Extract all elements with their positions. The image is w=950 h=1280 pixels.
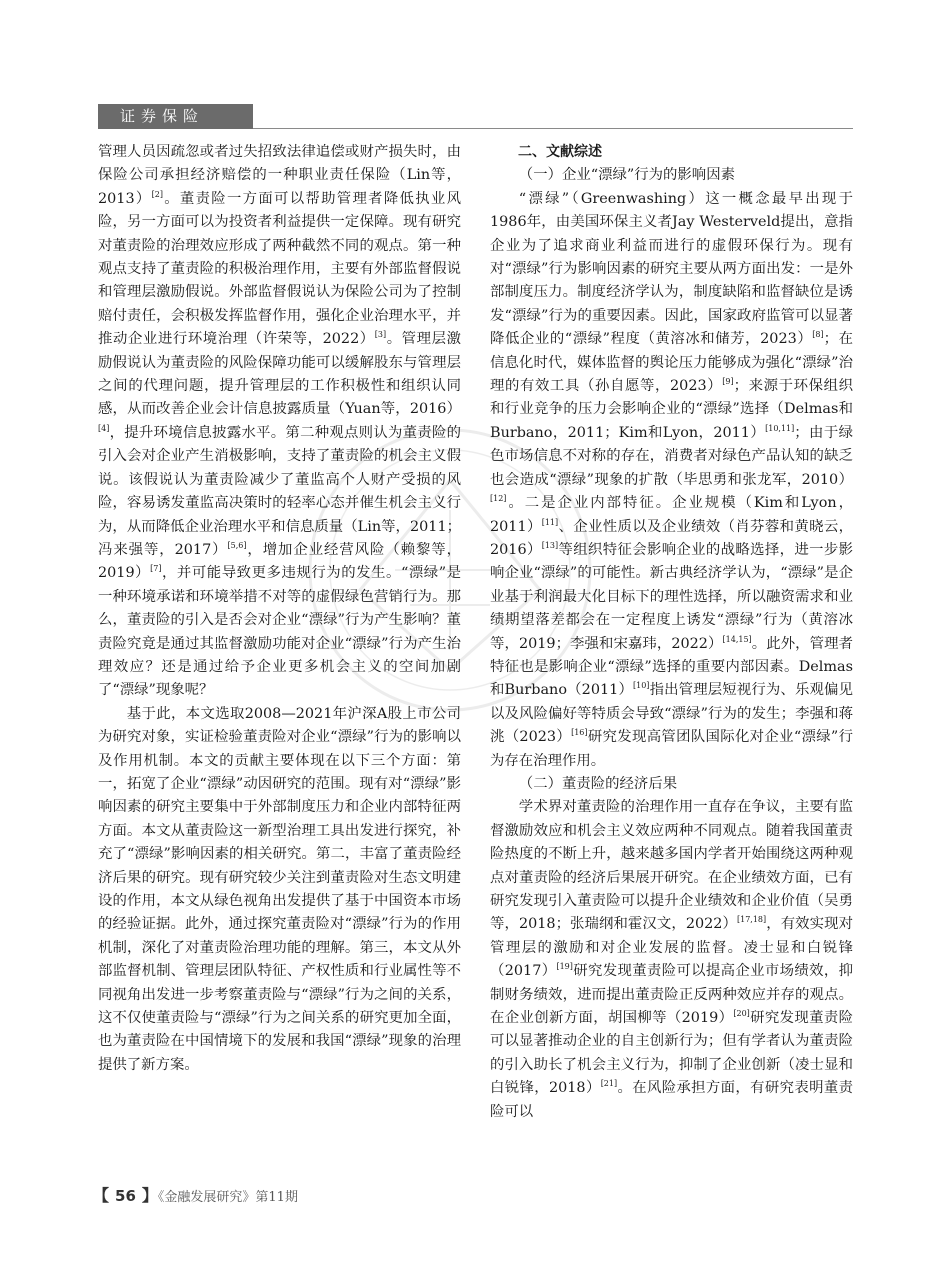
page-footer [93,1183,298,1206]
subsection-heading: （一）企业“漂绿”行为的影响因素 [518,167,735,184]
paragraph: 基于此，本文选取2008—2021年沪深A股上市公司为研究对象，实证检验董责险对企业“漂绿”行为的影响以及作用机制。本文的贡献主要体现在以下三个方面：第一，拓宽了企业“漂绿”动因研究的范围。现有对“漂绿”影响因素的研究主要集中于外部制度压力和企业内部特征两方面。本文从董责险这一新型治理工具出发进行探究，补充了“漂绿”影响因素的相关研究。第二，丰富了董责险经济后果的研究。现有研究较少关注到董责险对生态文明建设的作用，本文从绿色视角出发提供了基于中国资本市场的经验证据。此外，通过探究董责险对“漂绿”行为的作用机制，深化了对董责险治理功能的理解。第三，本文从外部监督机制、管理层团队特征、产权性质和行业属性等不同视角出发进一步考察董责险与“漂绿”行为之间的关系，这不仅使董责险与“漂绿”行为之间关系的研究更加全面，也为董责险在中国情境下的发展和我国“漂绿”现象的治理提供了新方案。 [98,705,461,1073]
left-column [98,141,461,1077]
section-heading: 二、文献综述 [518,144,602,160]
bracket-open: 【 [93,1186,110,1205]
paragraph: 管理人员因疏忽或者过失招致法律追偿或财产损失时，由保险公司承担经济赔偿的一种职业责任保险（Lin等，2013）[2]。董责险一方面可以帮助管理者降低执业风险，另一方面可以为投资者利益提供一定保障。现有研究对董责险的治理效应形成了两种截然不同的观点。第一种观点支持了董责险的积极治理作用，主要有外部监督假说和管理层激励假说。外部监督假说认为保险公司为了控制赔付责任，会积极发挥监督作用，强化企业治理水平，并推动企业进行环境治理（许荣等，2022）[3]。管理层激励假说认为董责险的风险保障功能可以缓解股东与管理层之间的代理问题，提升管理层的工作积极性和组织认同感，从而改善企业会计信息披露质量（Yuan等，2016）[4]，提升环境信息披露水平。第二种观点则认为董责险的引入会对企业产生消极影响，支持了董责险的机会主义假说。该假说认为董责险减少了董监高个人财产受损的风险，容易诱发董监高决策时的轻率心态并催生机会主义行为，从而降低企业治理水平和信息质量（Lin等，2011；冯来强等，2017）[5,6]，增加企业经营风险（赖黎等，2019）[7]，并可能导致更多违规行为的发生。“漂绿”是一种环境承诺和环境举措不对等的虚假绿色营销行为。那么，董责险的引入是否会对企业“漂绿”行为产生影响？董责险究竟是通过其监督激励功能对企业“漂绿”行为产生治理效应？还是通过给予企业更多机会主义的空间加剧了“漂绿”现象呢？ [98,144,462,699]
header-rule [253,128,853,129]
section-tag: 证券保险 [98,104,253,129]
paragraph: 学术界对董责险的治理作用一直存在争议，主要有监督激励效应和机会主义效应两种不同观点。随着我国董责险热度的不断上升，越来越多国内学者开始围绕这两种观点对董责险的经济后果展开研究。在企业绩效方面，已有研究发现引入董责险可以提升企业绩效和企业价值（吴勇等，2018；张瑞纲和霍汉文，2022）[17,18]，有效实现对管理层的激励和对企业发展的监督。凌士显和白锐锋（2017）[19]研究发现董责险可以提高企业市场绩效，抑制财务绩效，进而提出董责险正反两种效应并存的观点。在企业创新方面，胡国柳等（2019）[20]研究发现董责险可以显著推动企业的自主创新行为；但有学者认为董责险的引入助长了机会主义行为，抑制了企业创新（凌士显和白锐锋，2018）[21]。在风险承担方面，有研究表明董责险可以 [490,799,853,1120]
right-column [490,141,853,1124]
bracket-close: 】 [141,1186,158,1205]
page-number: 56 [115,1187,136,1205]
journal-name: 《金融发展研究》第11期 [157,1190,298,1205]
paragraph: “漂绿”（Greenwashing）这一概念最早出现于1986年，由美国环保主义者Jay Westerveld提出，意指企业为了追求商业利益而进行的虚假环保行为。现有对“漂绿”行为影响因素的研究主要从两方面出发：一是外部制度压力。制度经济学认为，制度缺陷和监督缺位是诱发“漂绿”行为的重要因素。因此，国家政府监管可以显著降低企业的“漂绿”程度（黄溶冰和储芳，2023）[8]；在信息化时代，媒体监督的舆论压力能够成为强化“漂绿”治理的有效工具（孙自愿等，2023）[9]；来源于环保组织和行业竞争的压力会影响企业的“漂绿”选择（Delmas和Burbano，2011；Kim和Lyon，2011）[10,11]；由于绿色市场信息不对称的存在，消费者对绿色产品认知的缺乏也会造成“漂绿”现象的扩散（毕思勇和张龙军，2010）[12]。二是企业内部特征。企业规模（Kim和Lyon，2011）[11]、企业性质以及企业绩效（肖芬蓉和黄晓云，2016）[13]等组织特征会影响企业的战略选择，进一步影响企业“漂绿”的可能性。新古典经济学认为，“漂绿”是企业基于利润最大化目标下的理性选择，所以融资需求和业绩期望落差都会在一定程度上诱发“漂绿”行为（黄溶冰等，2019；李强和宋嘉玮，2022）[14,15]。此外，管理者特征也是影响企业“漂绿”选择的重要内部因素。Delmas和Burbano（2011）[10]指出管理层短视行为、乐观偏见以及风险偏好等特质会导致“漂绿”行为的发生；李强和蒋洮（2023）[16]研究发现高管团队国际化对企业“漂绿”行为存在治理作用。 [490,190,854,769]
subsection-heading: （二）董责险的经济后果 [518,775,678,792]
